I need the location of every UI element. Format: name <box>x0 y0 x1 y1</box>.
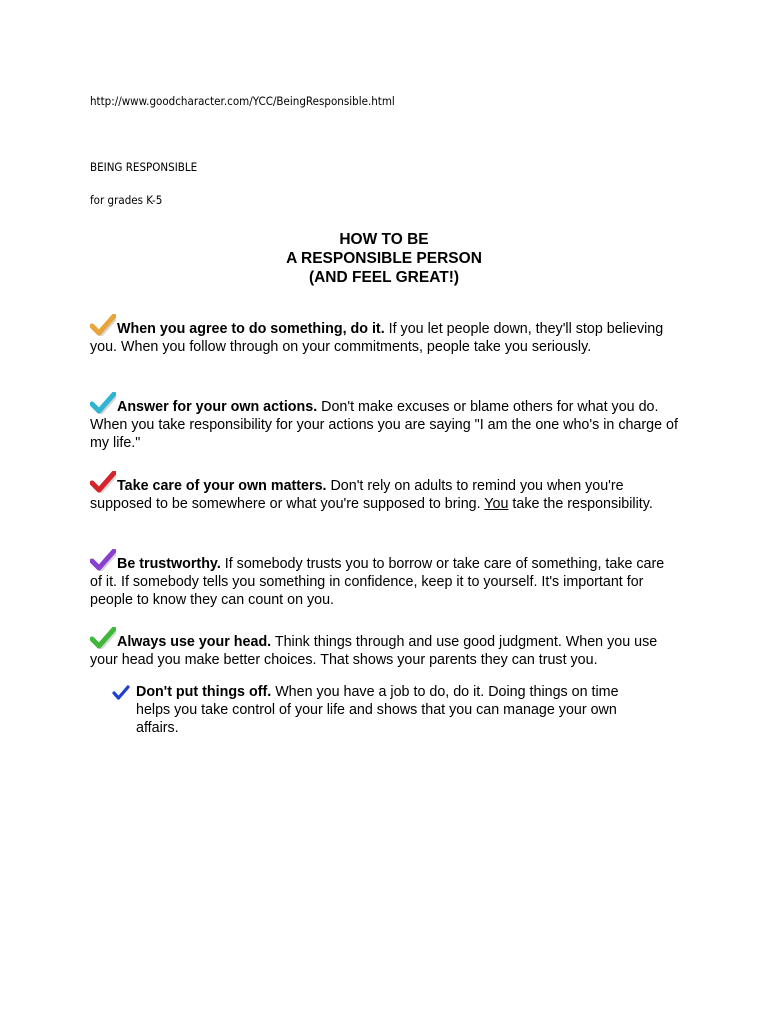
item-text: take the responsibility. <box>508 496 653 512</box>
list-item <box>90 392 680 452</box>
item-text: Don't make excuses or blame others for what you do. When you take responsibility for your actions you are saying "I am the one who's in charge of my life." <box>90 399 678 451</box>
title-line: HOW TO BE <box>339 231 429 248</box>
item-text: When you have a job to do, do it. Doing things on time helps you take control of your life and shows that you can manage your own affairs. <box>136 684 619 736</box>
list-item <box>90 627 680 669</box>
checkmark-icon <box>90 549 116 571</box>
list-item <box>90 314 680 356</box>
list-item <box>90 471 680 513</box>
item-heading: Be trustworthy. <box>117 556 221 572</box>
source-url: http://www.goodcharacter.com/YCC/BeingResponsible.html <box>90 94 395 108</box>
emphasis-you: You <box>484 496 509 512</box>
section-title: BEING RESPONSIBLE <box>90 160 198 174</box>
checkmark-icon <box>90 314 116 336</box>
item-text: Don't rely on adults to remind you when you're supposed to be somewhere or what you're supposed to bring. <box>90 478 624 512</box>
item-heading: Answer for your own actions. <box>117 399 318 415</box>
grade-level: for grades K-5 <box>90 193 163 207</box>
checkmark-icon <box>90 627 116 649</box>
item-text: If somebody trusts you to borrow or take care of something, take care of it. If somebody tells you something in confidence, keep it to yourself. It's important for people to know they can count on you. <box>90 556 665 608</box>
list-item <box>112 683 652 737</box>
title-line: (AND FEEL GREAT!) <box>308 269 460 286</box>
checkmark-icon <box>90 392 116 414</box>
item-text: Think things through and use good judgment. When you use your head you make better choices. That shows your parents they can trust you. <box>90 634 658 668</box>
checkmark-icon <box>90 471 116 493</box>
item-heading: Always use your head. <box>117 634 272 650</box>
item-text: If you let people down, they'll stop believing you. When you follow through on your commitments, people take you seriously. <box>90 321 664 355</box>
title-line: A RESPONSIBLE PERSON <box>286 250 482 267</box>
list-item <box>90 549 680 609</box>
item-heading: Take care of your own matters. <box>117 478 327 494</box>
checkmark-icon <box>112 685 130 700</box>
item-heading: When you agree to do something, do it. <box>117 321 385 337</box>
item-body <box>136 683 652 737</box>
page-title <box>0 230 768 287</box>
item-heading: Don't put things off. <box>136 684 272 700</box>
